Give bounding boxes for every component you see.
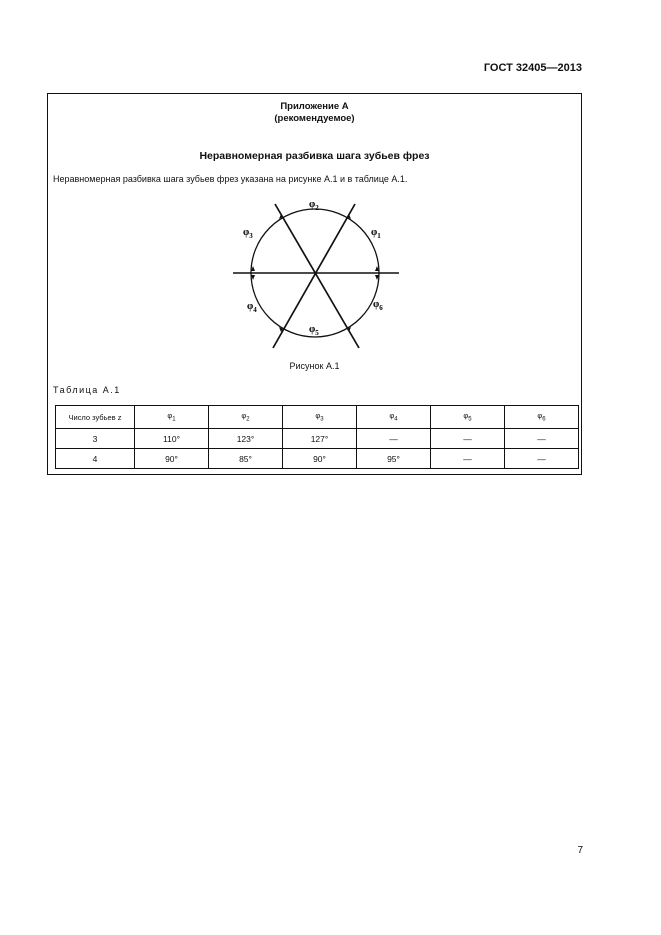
table-cell: 90° [135,449,209,469]
table-header-row [56,406,579,429]
tooth-line-a [275,204,359,348]
table-cell: 123° [209,429,283,449]
header-phi5: $\varphi_5$ [431,406,505,429]
header-phi1: $\varphi_1$ [135,406,209,429]
label-phi4: $\varphi_4$ [247,301,257,314]
standard-designation: ГОСТ 32405—2013 [483,62,582,74]
page-number: 7 [577,845,583,856]
intro-paragraph: Неравномерная разбивка шага зубьев фрез указана на рисунке А.1 и в таблице А.1. [53,174,408,184]
table-cell: 4 [56,449,135,469]
tooth-pitch-figure [231,194,401,354]
label-phi1: $\varphi_1$ [371,227,381,240]
header-teeth-count: Число зубьев z [56,406,135,429]
appendix-title: Приложение А [280,101,349,112]
table-cell: 95° [357,449,431,469]
table-cell: — [505,449,579,469]
label-phi2: $\varphi_2$ [309,199,319,212]
appendix-subtitle: (рекомендуемое) [274,113,355,124]
table-cell: 110° [135,429,209,449]
section-title: Неравномерная разбивка шага зубьев фрез [199,150,430,162]
table-cell: — [505,429,579,449]
header-phi3: $\varphi_3$ [283,406,357,429]
label-phi5: $\varphi_5$ [309,324,319,337]
label-phi6: $\varphi_6$ [373,299,383,312]
table-row [56,429,579,449]
table-cell: 3 [56,429,135,449]
header-phi4: $\varphi_4$ [357,406,431,429]
table-cell: 127° [283,429,357,449]
pitch-table [55,405,579,469]
table-cell: — [357,429,431,449]
table-label: Таблица А.1 [53,385,121,395]
table-cell: 85° [209,449,283,469]
table-cell: — [431,429,505,449]
appendix-heading [48,101,581,125]
table-row [56,449,579,469]
header-phi6: $\varphi_6$ [505,406,579,429]
table-cell: — [431,449,505,469]
label-phi3: $\varphi_3$ [243,227,253,240]
figure-caption: Рисунок А.1 [289,361,340,371]
table-cell: 90° [283,449,357,469]
header-phi2: $\varphi_2$ [209,406,283,429]
appendix-frame [47,93,582,475]
